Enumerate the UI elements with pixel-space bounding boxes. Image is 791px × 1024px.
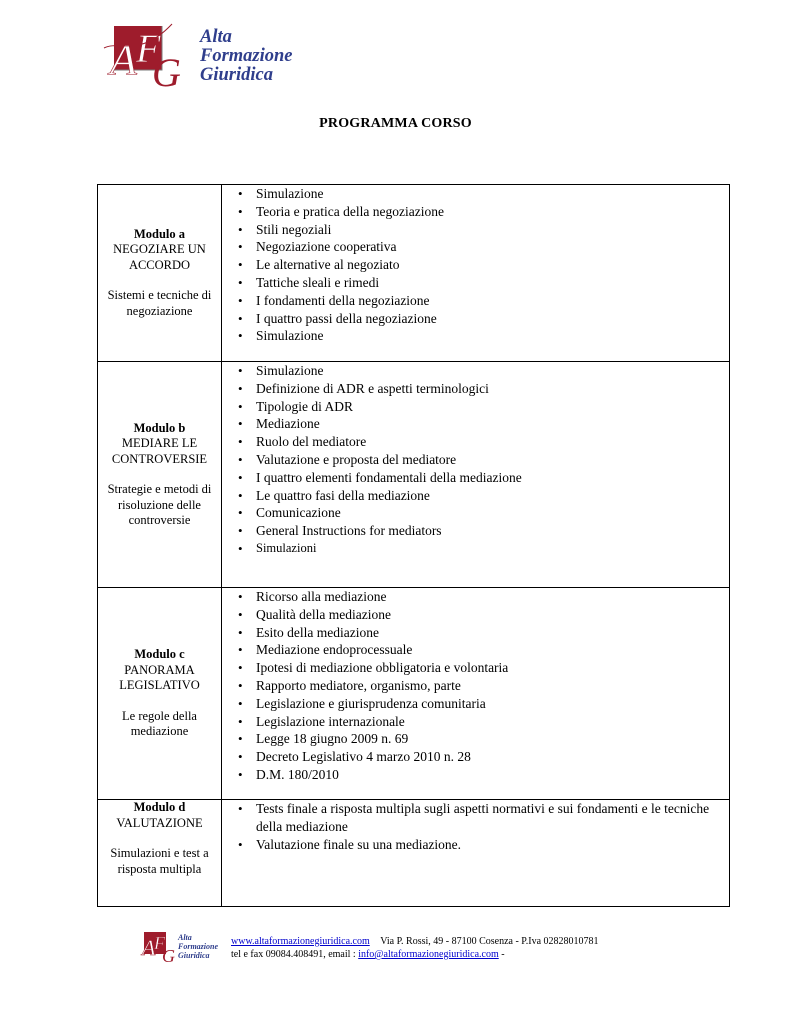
footer-address: Via P. Rossi, 49 - 87100 Cosenza - P.Iva 02828010781 [380, 936, 599, 947]
email-link[interactable]: info@altaformazionegiuridica.com [358, 949, 499, 960]
svg-text:F: F [154, 933, 165, 953]
header-logo [100, 18, 320, 96]
module-b-topics-cell [222, 362, 730, 588]
list-item: • Ricorso alla mediazione [256, 588, 729, 606]
module-code: Modulo d [133, 800, 186, 814]
logo-wordmark [200, 28, 293, 85]
footer-phone: tel e fax 09084.408491, email : [231, 949, 359, 960]
list-item: • I quattro elementi fondamentali della mediazione [256, 469, 729, 487]
topic-list [222, 800, 729, 853]
afg-logo-mark-icon [100, 18, 190, 96]
svg-text:G: G [152, 50, 181, 95]
list-item: • Simulazione [256, 185, 729, 203]
list-item: • Simulazione [256, 327, 729, 345]
module-c-topics-cell [222, 588, 730, 800]
module-name: PANORAMA LEGISLATIVO [119, 662, 200, 693]
module-name: NEGOZIARE UN ACCORDO [113, 242, 206, 272]
module-code: Modulo b [133, 420, 186, 435]
module-b-cell [98, 362, 222, 588]
list-item: • Rapporto mediatore, organismo, parte [256, 677, 729, 695]
footer-line-2 [231, 948, 599, 961]
list-item: • Qualità della mediazione [256, 606, 729, 624]
list-item: • Simulazioni [256, 540, 729, 558]
list-item: • Legislazione internazionale [256, 713, 729, 731]
list-item: • Negoziazione cooperativa [256, 238, 729, 256]
footer-logo-line-1: Alta [178, 933, 192, 942]
module-name: VALUTAZIONE [116, 815, 203, 830]
list-item: • Esito della mediazione [256, 624, 729, 642]
module-code: Modulo a [133, 226, 186, 241]
module-subtitle: Le regole della mediazione [122, 708, 197, 739]
list-item: • Mediazione [256, 415, 729, 433]
module-subtitle: Sistemi e tecniche di negoziazione [107, 288, 212, 318]
module-a-cell [98, 185, 222, 362]
list-item: • I quattro passi della negoziazione [256, 310, 729, 328]
svg-text:G: G [162, 946, 175, 966]
logo-line-1: Alta [200, 27, 232, 47]
module-code: Modulo c [134, 647, 185, 662]
footer-contact [231, 935, 599, 961]
list-item: • Ruolo del mediatore [256, 433, 729, 451]
list-item: • I fondamenti della negoziazione [256, 292, 729, 310]
list-item: • Le alternative al negoziato [256, 256, 729, 274]
program-table [97, 184, 730, 907]
footer [138, 928, 738, 968]
footer-logo-line-3: Giuridica [178, 951, 210, 960]
module-subtitle: Simulazioni e test a risposta multipla [110, 846, 209, 876]
list-item: • Tests finale a risposta multipla sugli aspetti normativi e sui fondamenti e le tecniche della mediazione [256, 800, 729, 836]
list-item: • Legislazione e giurisprudenza comunitaria [256, 695, 729, 713]
list-item: • Tattiche sleali e rimedi [256, 274, 729, 292]
list-item: • Decreto Legislativo 4 marzo 2010 n. 28 [256, 748, 729, 766]
svg-text:A: A [110, 35, 137, 84]
list-item: • D.M. 180/2010 [256, 766, 729, 784]
svg-text:A: A [142, 935, 156, 960]
list-item: • Simulazione [256, 362, 729, 380]
topic-list [222, 362, 729, 558]
table-row-module-d [98, 800, 730, 907]
list-item: • Comunicazione [256, 504, 729, 522]
module-name: MEDIARE LE CONTROVERSIE [111, 436, 208, 466]
module-subtitle: Strategie e metodi di risoluzione delle controversie [107, 482, 212, 527]
topic-list [222, 185, 729, 345]
list-item: • Ipotesi di mediazione obbligatoria e volontaria [256, 659, 729, 677]
module-c-cell [98, 588, 222, 800]
logo-line-2: Formazione [200, 46, 293, 66]
footer-line-1 [231, 935, 599, 948]
footer-logo-line-2: Formazione [178, 942, 219, 951]
module-d-cell [98, 800, 222, 907]
list-item: • Legge 18 giugno 2009 n. 69 [256, 730, 729, 748]
table-row-module-c [98, 588, 730, 800]
list-item: • General Instructions for mediators [256, 522, 729, 540]
list-item: • Mediazione endoprocessuale [256, 641, 729, 659]
topic-list [222, 588, 729, 784]
list-item: • Le quattro fasi della mediazione [256, 487, 729, 505]
list-item: • Valutazione e proposta del mediatore [256, 451, 729, 469]
table-row-module-a [98, 185, 730, 362]
list-item: • Valutazione finale su una mediazione. [256, 836, 729, 854]
footer-email-suffix: - [498, 949, 505, 960]
module-a-topics-cell [222, 185, 730, 362]
logo-line-3: Giuridica [200, 65, 273, 85]
list-item: • Definizione di ADR e aspetti terminologici [256, 380, 729, 398]
page-title: PROGRAMMA CORSO [319, 116, 472, 131]
svg-text:F: F [136, 26, 161, 71]
website-link[interactable]: www.altaformazionegiuridica.com [231, 936, 370, 947]
footer-logo-icon [138, 928, 228, 966]
list-item: • Stili negoziali [256, 221, 729, 239]
list-item: • Tipologie di ADR [256, 398, 729, 416]
table-row-module-b [98, 362, 730, 588]
list-item: • Teoria e pratica della negoziazione [256, 203, 729, 221]
module-d-topics-cell [222, 800, 730, 907]
